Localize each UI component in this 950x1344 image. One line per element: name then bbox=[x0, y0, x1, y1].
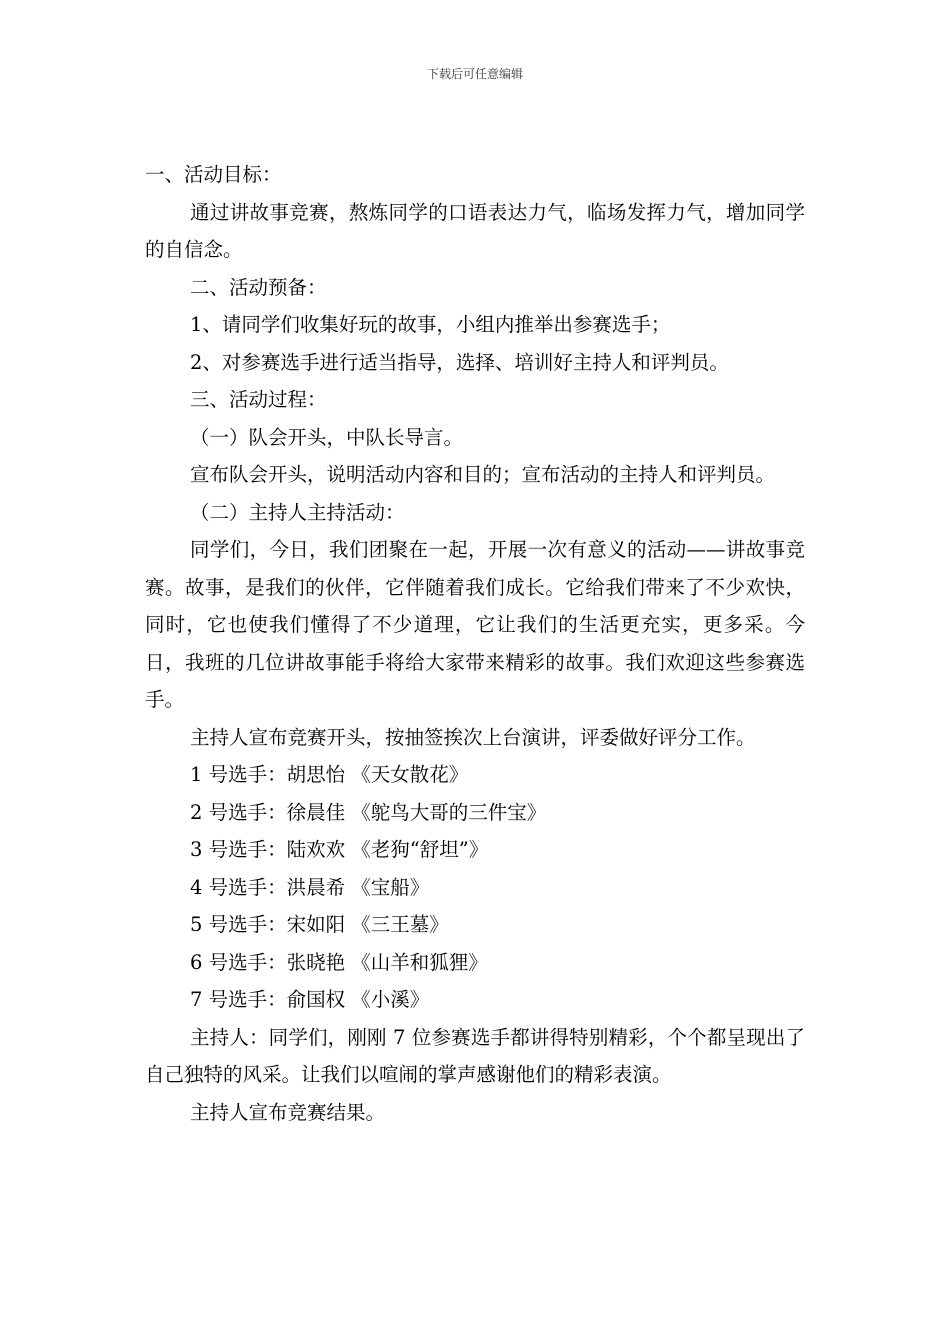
page-header: 下载后可任意编辑 bbox=[426, 67, 523, 81]
contestant-item: 6 号选手：张晓艳 《山羊和狐狸》 bbox=[190, 950, 488, 974]
document-body bbox=[145, 156, 805, 1131]
contestant-item: 4 号选手：洪晨希 《宝船》 bbox=[190, 875, 430, 899]
paragraph-results: 主持人宣布竞赛结果。 bbox=[190, 1100, 386, 1124]
paragraph-host-speech: 同学们，今日，我们团聚在一起，开展一次有意义的活动——讲故事竞赛。故事，是我们的伙伴，它伴随着我们成长。它给我们带来了不少欢快，同时，它也使我们懂得了不少道理，它让我们的生活更充实，更多采。今日，我班的几位讲故事能手将给大家带来精彩的故事。我们欢迎这些参赛选手。 bbox=[145, 538, 805, 711]
paragraph-preparation-2: 2、对参赛选手进行适当指导，选择、培训好主持人和评判员。 bbox=[190, 350, 729, 374]
contestant-item: 1 号选手：胡思怡 《天女散花》 bbox=[190, 763, 469, 786]
contestant-item: 5 号选手：宋如阳 《三王墓》 bbox=[190, 913, 449, 936]
subheading-host: （二）主持人主持活动： bbox=[190, 500, 405, 524]
paragraph-goals: 通过讲故事竞赛，熬炼同学的口语表达力气，临场发挥力气，增加同学的自信念。 bbox=[145, 200, 805, 261]
section-heading-preparation: 二、活动预备： bbox=[190, 275, 327, 299]
subheading-opening: （一）队会开头，中队长导言。 bbox=[190, 425, 464, 449]
section-heading-process: 三、活动过程： bbox=[190, 388, 327, 411]
contestant-item: 3 号选手：陆欢欢 《老狗“舒坦”》 bbox=[190, 838, 489, 861]
paragraph-host-closing: 主持人：同学们，刚刚 7 位参赛选手都讲得特别精彩，个个都呈现出了自己独特的风采。让我们以喧闹的掌声感谢他们的精彩表演。 bbox=[145, 1025, 805, 1086]
contestant-item: 2 号选手：徐晨佳 《鸵鸟大哥的三件宝》 bbox=[190, 800, 547, 824]
contestant-item: 7 号选手：俞国权 《小溪》 bbox=[190, 988, 430, 1011]
paragraph-competition-start: 主持人宣布竞赛开头，按抽签挨次上台演讲，评委做好评分工作。 bbox=[190, 725, 756, 749]
section-heading-goals: 一、活动目标： bbox=[145, 163, 282, 186]
paragraph-opening: 宣布队会开头，说明活动内容和目的；宣布活动的主持人和评判员。 bbox=[190, 463, 776, 486]
paragraph-preparation-1: 1、请同学们收集好玩的故事，小组内推举出参赛选手； bbox=[190, 313, 671, 336]
